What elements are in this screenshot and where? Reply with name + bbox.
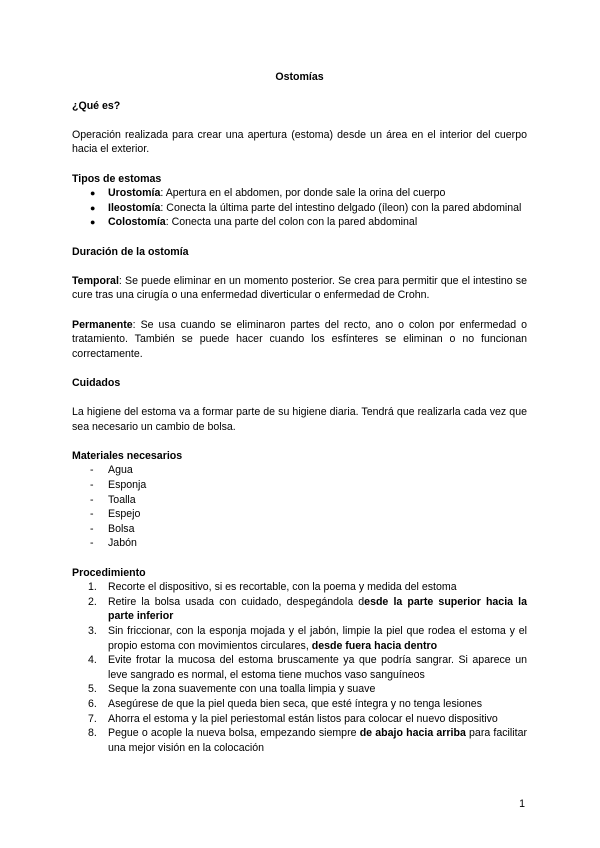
list-item: - Toalla [108,493,527,508]
list-item: - Esponja [108,478,527,493]
list-item: 2. Retire la bolsa usada con cuidado, despegándola desde la parte superior hacia la parte inferior [88,595,527,623]
list-item: - Jabón [108,536,527,551]
procedimiento-list [72,580,527,755]
tipos-list [72,186,527,230]
cuidados-paragraph: La higiene del estoma va a formar parte de su higiene diaria. Tendrá que realizarla cada vez que sea necesario un cambio de bolsa. [72,406,527,433]
list-item: - Agua [108,463,527,478]
heading-procedimiento: Procedimiento [72,566,146,579]
list-item: 5. Seque la zona suavemente con una toalla limpia y suave [88,683,376,696]
materiales-list [72,463,527,551]
que-es-paragraph: Operación realizada para crear una apertura (estoma) desde un área en el interior del cuerpo hacia el exterior. [72,128,527,156]
list-item: 1. Recorte el dispositivo, si es recortable, con la poema y medida del estoma [88,581,457,594]
page-number: 1 [519,798,525,810]
list-item: - Bolsa [108,522,527,537]
document-page [72,70,527,755]
list-item: 4. Evite frotar la mucosa del estoma bruscamente ya que podría sangrar. Si aparece un leve sangrado es normal, el estoma tiene muchos vaso sanguíneos [88,654,527,681]
temporal-paragraph: Temporal: Se puede eliminar en un momento posterior. Se crea para permitir que el intestino se cure tras una cirugía o una enfermedad diverticular o enfermedad de Crohn. [72,274,527,302]
heading-cuidados: Cuidados [72,376,121,389]
list-item: 6. Asegúrese de que la piel queda bien seca, que esté íntegra y no tenga lesiones [88,697,482,710]
permanente-paragraph: Permanente: Se usa cuando se eliminaron partes del recto, ano o colon por enfermedad o tratamiento. También se puede hacer cuando los esfínteres se eliminan o no funcionan correctamente. [72,318,527,360]
list-item: 8. Pegue o acople la nueva bolsa, empezando siempre de abajo hacia arriba para facilitar una mejor visión en la colocación [88,727,527,754]
list-item: 7. Ahorra el estoma y la piel periestomal están listos para colocar el nuevo dispositivo [88,712,498,725]
heading-duracion: Duración de la ostomía [72,245,189,258]
list-item: ● Urostomía: Apertura en el abdomen, por donde sale la orina del cuerpo [108,186,527,201]
heading-materiales: Materiales necesarios [72,449,183,462]
page-title: Ostomías [275,71,324,83]
heading-que-es: ¿Qué es? [72,99,121,112]
list-item: 3. Sin friccionar, con la esponja mojada y el jabón, limpie la piel que rodea el estoma y el propio estoma con movimientos circulares, desde fuera hacia dentro [88,624,527,652]
list-item: ● Colostomía: Conecta una parte del colon con la pared abdominal [108,215,527,230]
heading-tipos: Tipos de estomas [72,172,162,185]
list-item: - Espejo [108,507,527,522]
list-item: ● Ileostomía: Conecta la última parte del intestino delgado (íleon) con la pared abdominal [108,201,527,216]
